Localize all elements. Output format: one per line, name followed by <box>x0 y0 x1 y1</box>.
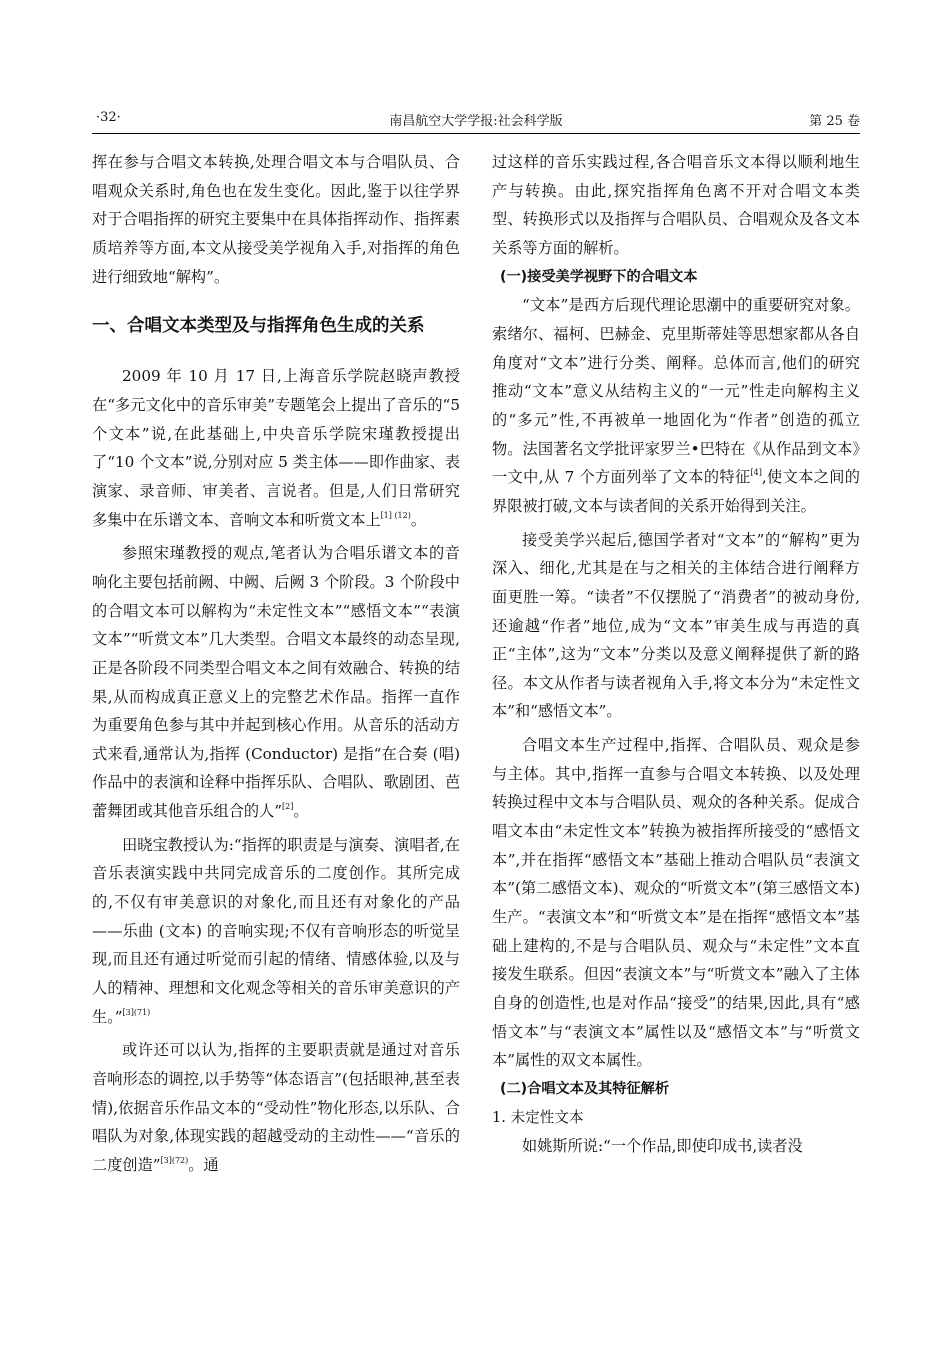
running-header <box>92 108 860 132</box>
citation: [2] <box>282 802 294 812</box>
paragraph: 挥在参与合唱文本转换,处理合唱文本与合唱队员、合唱观众关系时,角色也在发生变化。因此,鉴于以往学界对于合唱指挥的研究主要集中在具体指挥动作、指挥素质培养等方面,本文从接受美学视角入手,对指挥的角色进行细致地“解构”。 <box>92 153 460 286</box>
right-column <box>492 148 860 1161</box>
subsection-heading: (二)合唱文本及其特征解析 <box>500 1081 670 1097</box>
section-heading: 一、合唱文本类型及与指挥角色生成的关系 <box>92 316 425 337</box>
paragraph: 过这样的音乐实践过程,各合唱音乐文本得以顺利地生产与转换。由此,探究指挥角色离不开对合唱文本类型、转换形式以及指挥与合唱队员、合唱观众及各文本关系等方面的解析。 <box>492 153 860 257</box>
citation: [3](72) <box>160 1156 189 1165</box>
volume-label: 第 25 卷 <box>809 114 860 129</box>
journal-title: 南昌航空大学学报:社会科学版 <box>389 114 563 129</box>
paragraph: 合唱文本生产过程中,指挥、合唱队员、观众是参与主体。其中,指挥一直参与合唱文本转换、以及处理转换过程中文本与合唱队员、观众的各种关系。促成合唱文本由“未定性文本”转换为被指挥所接受的“感悟文本”,并在指挥“感悟文本”基础上推动合唱队员“表演文本”(第二感悟文本)、观众的“听赏文本”(第三感悟文本)生产。“表演文本”和“听赏文本”是在指挥“感悟文本”基础上建构的,不是与合唱队员、观众与“未定性”文本直接发生联系。但因“表演文本”与“听赏文本”融入了主体自身的创造性,也是对作品“接受”的结果,因此,具有“感悟文本”与“表演文本”属性以及“感悟文本”与“听赏文本”属性的双文本属性。 <box>492 736 860 1070</box>
paragraph: “文本”是西方后现代理论思潮中的重要研究对象。索绪尔、福柯、巴赫金、克里斯蒂娃等思想家都从各自角度对“文本”进行分类、阐释。总体而言,他们的研究推动“文本”意义从结构主义的“一元”性走向解构主义的“多元”性,不再被单一地固化为“作者”创造的孤立物。法国著名文学批评家罗兰•巴特在《从作品到文本》一文中,从 7 个方面列举了文本的特征[4],使文本之间的界限被打破,文本与读者间的关系开始得到关注。 <box>492 296 860 515</box>
citation: [3](71) <box>122 1007 151 1017</box>
subsection-heading: (一)接受美学视野下的合唱文本 <box>500 268 698 285</box>
list-item-heading: 1. 未定性文本 <box>492 1108 584 1126</box>
paragraph: 田晓宝教授认为:“指挥的职责是与演奏、演唱者,在音乐表演实践中共同完成音乐的二度创作。其所完成的,不仅有审美意识的对象化,而且还有对象化的产品——乐曲 (文本) 的音响实现;不仅有音响形态的听觉呈现,而且还有通过听觉而引起的情绪、情感体验,以及与人的精神、理想和文化观念等相关的音乐审美意识的产生。”$^{[3](71)}$ <box>92 835 460 1026</box>
paragraph: 接受美学兴起后,德国学者对“文本”的“解构”更为深入、细化,尤其是在与之相关的主体结合进行阐释方面更胜一筹。“读者”不仅摆脱了“消费者”的被动身份,还逾越“作者”地位,成为“文本”审美生成与再造的真正“主体”,这为“文本”分类以及意义阐释提供了新的路径。本文从作者与读者视角入手,将文本分为“未定性文本”和“感悟文本”。 <box>492 530 860 721</box>
page-number: ·32· <box>96 110 121 125</box>
left-column <box>92 148 460 1180</box>
citation: [1] (12) <box>380 510 411 520</box>
paragraph: 或许还可以认为,指挥的主要职责就是通过对音乐音响形态的调控,以手势等“体态语言”(包括眼神,甚至表情),依据音乐作品文本的“受动性”物化形态,以乐队、合唱队为对象,体现实践的超越受动的主动性——“音乐的二度创造”$^{[3](72)}$。通 <box>92 1041 460 1174</box>
paragraph: 2009 年 10 月 17 日,上海音乐学院赵晓声教授在“多元文化中的音乐审美”专题笔会上提出了音乐的“5 个文本”说,在此基础上,中央音乐学院宋瑾教授提出了“10 个文本”说,分别对应 5 类主体——即作曲家、表演家、录音师、审美者、言说者。但是,人们日常研究多集中在乐谱文本、音响文本和听赏文本上$^{[1] (12)}$。 <box>92 367 460 529</box>
paragraph: 如姚斯所说:“一个作品,即使印成书,读者没 <box>522 1137 803 1156</box>
citation: [4] <box>750 468 762 478</box>
header-rule <box>92 133 860 134</box>
paragraph: 参照宋瑾教授的观点,笔者认为合唱乐谱文本的音响化主要包括前阙、中阙、后阙 3 个阶段。3 个阶段中的合唱文本可以解构为“未定性文本”“感悟文本”“表演文本”“听赏文本”几大类型。合唱文本最终的动态呈现,正是各阶段不同类型合唱文本之间有效融合、转换的结果,从而构成真正意义上的完整艺术作品。指挥一直作为重要角色参与其中并起到核心作用。从音乐的活动方式来看,通常认为,指挥 (Conductor) 是指“在合奏 (唱) 作品中的表演和诠释中指挥乐队、合唱队、歌剧团、芭蕾舞团或其他音乐组合的人”[2]。 <box>92 544 460 821</box>
